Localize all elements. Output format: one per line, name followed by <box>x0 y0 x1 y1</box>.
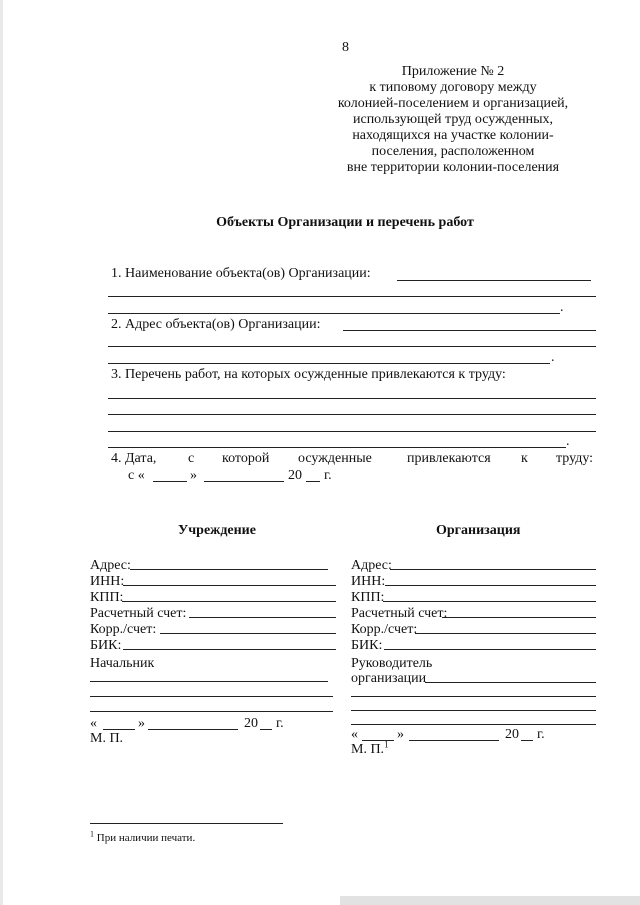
item-1-blank[interactable] <box>108 296 596 297</box>
year-suffix: г. <box>537 727 545 742</box>
item-4-word: труду: <box>556 451 594 466</box>
institution-field-label: Корр./счет: <box>90 622 157 637</box>
item-2-label: 2. Адрес объекта(ов) Организации: <box>111 317 321 332</box>
institution-field-label: ИНН: <box>90 574 125 589</box>
scan-corner-shadow <box>340 896 640 905</box>
organization-account-field[interactable] <box>442 617 596 618</box>
institution-signer-label: Начальник <box>90 656 155 671</box>
organization-day-blank[interactable] <box>362 740 394 741</box>
institution-signer-line[interactable] <box>90 681 328 682</box>
footnote <box>90 829 196 845</box>
institution-field-label: Адрес: <box>90 558 131 573</box>
item-4-word: с <box>188 451 195 466</box>
stamp-text: М. П. <box>351 742 385 757</box>
institution-day-blank[interactable] <box>103 729 135 730</box>
date-close-quote: » <box>397 727 404 742</box>
institution-field-label: БИК: <box>90 638 122 653</box>
organization-signer-line[interactable] <box>351 696 596 697</box>
institution-inn-field[interactable] <box>123 585 336 586</box>
organization-signer-label: Руководитель <box>351 656 433 671</box>
appendix-line: поселения, расположенном <box>371 144 535 159</box>
organization-signer-line[interactable] <box>351 710 596 711</box>
organization-month-blank[interactable] <box>409 740 499 741</box>
date-close-quote: » <box>190 468 197 483</box>
item-2-blank[interactable] <box>108 363 550 364</box>
organization-address-field[interactable] <box>390 569 596 570</box>
item-1-label: 1. Наименование объекта(ов) Организации: <box>111 266 371 281</box>
institution-corr-account-field[interactable] <box>160 633 336 634</box>
organization-field-label: БИК: <box>351 638 383 653</box>
organization-kpp-field[interactable] <box>383 601 596 602</box>
institution-stamp-label: М. П. <box>90 731 124 746</box>
month-blank[interactable] <box>204 481 284 482</box>
item-3-blank[interactable] <box>108 447 566 448</box>
date-close-quote: » <box>138 716 145 731</box>
date-open-quote: « <box>351 727 358 742</box>
year-suffix: г. <box>276 716 284 731</box>
organization-heading: Организация <box>436 523 521 538</box>
institution-signer-line[interactable] <box>90 696 333 697</box>
period: . <box>560 300 564 315</box>
year-prefix: 20 <box>244 716 258 731</box>
footnote-mark: 1 <box>90 829 94 839</box>
date-open-quote: с « <box>128 468 145 483</box>
appendix-line: Приложение № 2 <box>401 64 505 79</box>
period: . <box>566 434 570 449</box>
organization-signer-line[interactable] <box>351 724 596 725</box>
institution-kpp-field[interactable] <box>122 601 336 602</box>
institution-field-label: Расчетный счет: <box>90 606 187 621</box>
year-prefix: 20 <box>288 468 302 483</box>
institution-year-blank[interactable] <box>260 729 272 730</box>
institution-field-label: КПП: <box>90 590 124 605</box>
item-4-word: привлекаются <box>407 451 491 466</box>
year-suffix: г. <box>324 468 332 483</box>
institution-month-blank[interactable] <box>148 729 238 730</box>
organization-signer-label: организации <box>351 671 427 686</box>
organization-field-label: Адрес: <box>351 558 392 573</box>
item-1-blank[interactable] <box>108 313 560 314</box>
organization-bik-field[interactable] <box>384 649 596 650</box>
period: . <box>551 350 555 365</box>
organization-field-label: Расчетный счет: <box>351 606 448 621</box>
item-4-word: 4. Дата, <box>111 451 157 466</box>
footnote-reference: 1 <box>384 739 389 750</box>
organization-field-label: Корр./счет: <box>351 622 418 637</box>
document-title: Объекты Организации и перечень работ <box>216 215 474 230</box>
item-4-word: осужденные <box>298 451 372 466</box>
institution-heading: Учреждение <box>178 523 256 538</box>
item-1-blank[interactable] <box>397 280 591 281</box>
year-prefix: 20 <box>505 727 519 742</box>
date-open-quote: « <box>90 716 97 731</box>
organization-inn-field[interactable] <box>385 585 596 586</box>
footnote-text: При наличии печати. <box>96 832 196 844</box>
appendix-line: использующей труд осужденных, <box>352 112 553 127</box>
appendix-line: колонией-поселением и организацией, <box>337 96 569 111</box>
item-3-blank[interactable] <box>108 398 596 399</box>
item-2-blank[interactable] <box>343 330 596 331</box>
day-blank[interactable] <box>153 481 187 482</box>
organization-field-label: КПП: <box>351 590 385 605</box>
appendix-line: к типовому договору между <box>369 80 537 95</box>
item-3-blank[interactable] <box>108 431 596 432</box>
institution-account-field[interactable] <box>189 617 336 618</box>
appendix-line: находящихся на участке колонии- <box>352 128 554 143</box>
appendix-line: вне территории колонии-поселения <box>346 160 560 175</box>
scan-edge-shadow <box>0 0 3 905</box>
institution-bik-field[interactable] <box>123 649 336 650</box>
organization-year-blank[interactable] <box>521 740 533 741</box>
item-4-word: которой <box>222 451 270 466</box>
institution-address-field[interactable] <box>130 569 328 570</box>
appendix-header <box>330 64 576 176</box>
organization-field-label: ИНН: <box>351 574 386 589</box>
item-4-word: к <box>521 451 528 466</box>
footnote-separator <box>90 823 283 824</box>
year-blank[interactable] <box>306 481 320 482</box>
page-number: 8 <box>342 40 349 55</box>
organization-corr-account-field[interactable] <box>415 633 596 634</box>
item-3-blank[interactable] <box>108 414 596 415</box>
item-2-blank[interactable] <box>108 346 596 347</box>
organization-stamp-label <box>351 739 389 758</box>
institution-signer-line[interactable] <box>90 711 333 712</box>
organization-signer-line[interactable] <box>425 682 596 683</box>
item-3-label: 3. Перечень работ, на которых осужденные привлекаются к труду: <box>111 367 506 382</box>
